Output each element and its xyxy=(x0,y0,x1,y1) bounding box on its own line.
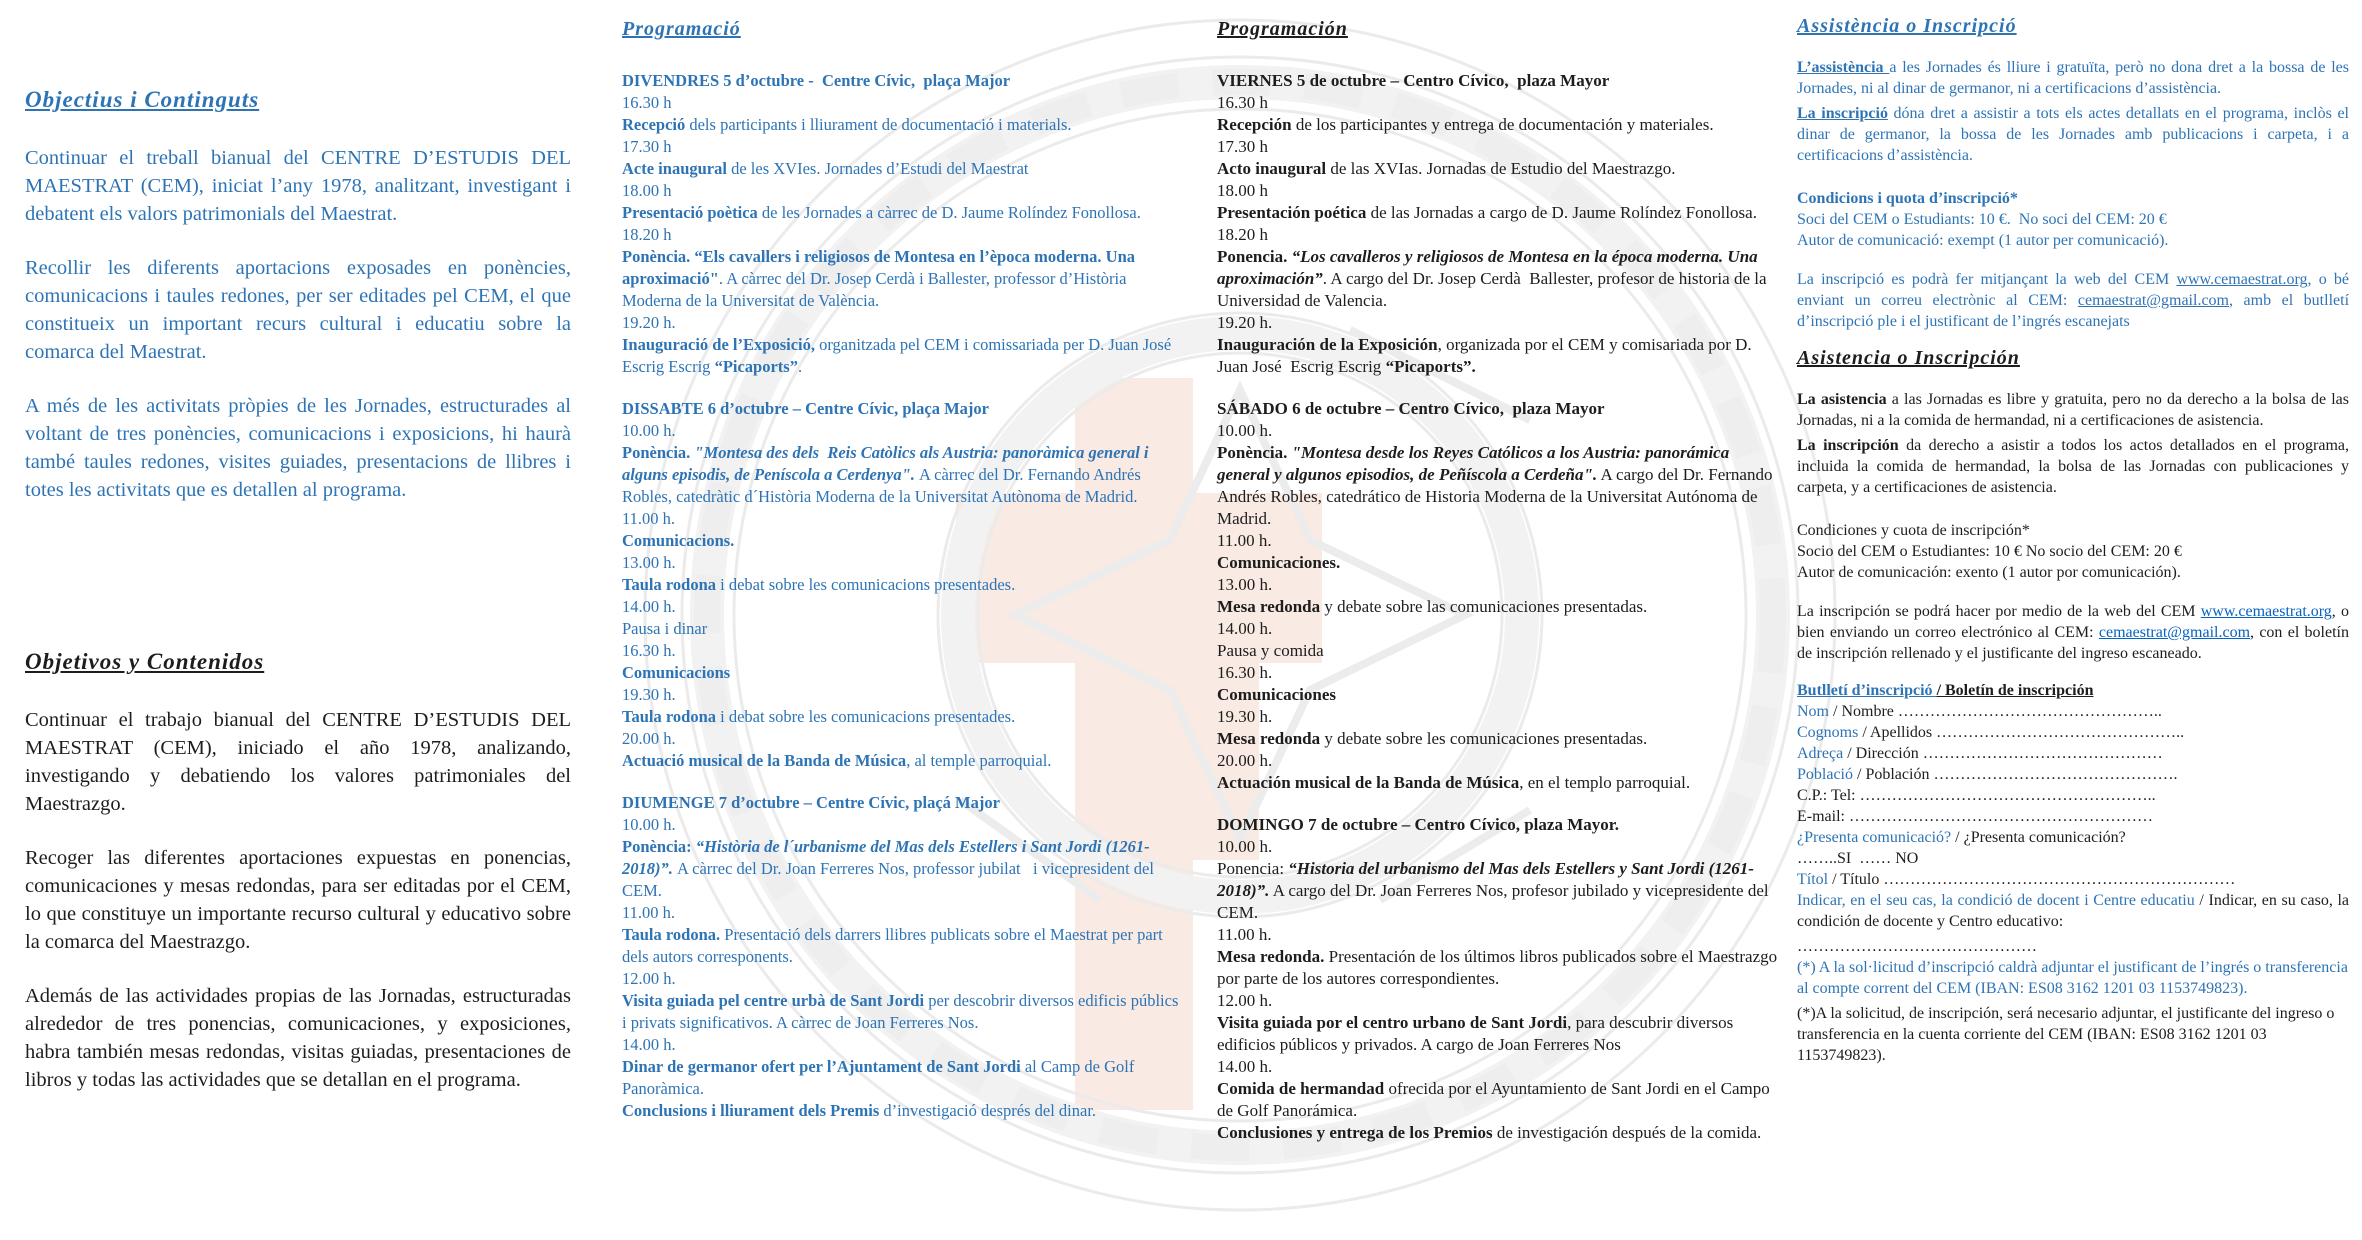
text-segment: 19.20 h. xyxy=(622,313,676,332)
paragraph xyxy=(25,392,571,504)
text-segment: Visita guiada pel centre urbà de Sant Jordi xyxy=(622,991,929,1010)
text-segment: 13.00 h. xyxy=(622,553,676,572)
text-segment: 11.00 h. xyxy=(1217,925,1272,944)
text-segment: SÁBADO 6 de octubre – Centro Cívico, plaza Mayor xyxy=(1217,399,1605,418)
text-segment: A cargo del Dr. Joan Ferreres Nos, profesor jubilado y vicepresidente del CEM. xyxy=(1217,881,1773,922)
section-heading: Objectius i Continguts xyxy=(25,87,260,112)
fees-heading xyxy=(1797,188,2349,209)
text-segment: 12.00 h. xyxy=(1217,991,1273,1010)
day-heading xyxy=(622,70,1182,92)
event xyxy=(622,334,1182,378)
text-segment: Recoger las diferentes aportaciones expuestas en ponencias, comunicaciones y mesas redondas, para ser editadas por el CEM, lo que constituye un importante recurso cultural y educativo sobre la comarca del Maestrazgo. xyxy=(25,847,571,953)
note xyxy=(1797,957,2349,999)
text-segment: Presentació dels darrers llibres publicats sobre el Maestrat per part dels autors corresponents. xyxy=(622,925,1167,966)
registration-para xyxy=(1797,435,2349,498)
text-segment: La inscripción xyxy=(1797,437,1899,454)
text-segment: La inscripció xyxy=(1797,105,1888,122)
text-segment: / Boletín de inscripción xyxy=(1936,682,2094,699)
text-segment: , o bien enviando un correo electrónico al CEM: xyxy=(1797,603,2350,641)
form-line xyxy=(1797,764,2349,785)
text-segment: 20.00 h. xyxy=(1217,751,1273,770)
time xyxy=(1217,706,1783,728)
spacer xyxy=(1797,170,2349,188)
paragraph xyxy=(25,254,571,366)
text-segment: , organizada por el CEM y comisariada por D. Juan José Escrig Escrig xyxy=(1217,335,1756,376)
text-segment: Presentación de los últimos libros publicados sobre el Maestrazgo por parte de los autores correspondientes. xyxy=(1217,947,1782,988)
text-segment: 18.00 h xyxy=(622,181,672,200)
time xyxy=(1217,530,1783,552)
text-segment: Actuació musical de la Banda de Música xyxy=(622,751,907,770)
event xyxy=(1217,858,1783,924)
time xyxy=(622,136,1182,158)
text-segment: 10.00 h. xyxy=(622,815,676,834)
text-segment: Adreça xyxy=(1797,745,1844,762)
text-segment: La inscripció es podrà fer mitjançant la web del CEM xyxy=(1797,271,2177,288)
event xyxy=(622,442,1182,508)
form-line xyxy=(1797,890,2349,932)
text-segment: Ponència. “Els cavallers i religiosos de Montesa en l’època moderna. Una aproximació" xyxy=(622,247,1140,288)
event xyxy=(622,706,1182,728)
fees xyxy=(1797,562,2349,583)
text-segment: Comida de hermandad xyxy=(1217,1079,1389,1098)
text-segment: Continuar el trabajo bianual del CENTRE D’ESTUDIS DEL MAESTRAT (CEM), iniciado el año 1978, analizando, investigando y debatiendo los valores patrimoniales del Maestrazgo. xyxy=(25,709,571,815)
text-segment: "Montesa des dels Reis Catòlics als Austria: panoràmica general i alguns episodis, de Peníscola a Cerdenya". xyxy=(622,443,1153,484)
time xyxy=(1217,662,1783,684)
text-segment: ……………………………………… xyxy=(1797,938,2037,955)
text-segment: Soci del CEM o Estudiants: 10 €. No soci del CEM: 20 € xyxy=(1797,211,2167,228)
text-segment: Socio del CEM o Estudiantes: 10 € No socio del CEM: 20 € xyxy=(1797,543,2182,560)
text-segment: Mesa redonda xyxy=(1217,597,1325,616)
text-segment: de los participantes y entrega de documentación y materiales. xyxy=(1295,115,1714,134)
section-heading: Asistencia o Inscripción xyxy=(1797,347,2020,369)
text-segment: E-mail: ………………………………………………… xyxy=(1797,808,2153,825)
text-segment: / Dirección ……………………………………… xyxy=(1843,745,2163,762)
text-segment: L’assistència xyxy=(1797,59,1890,76)
text-segment: Además de las actividades propias de las Jornadas, estructuradas alrededor de tres ponencias, comunicaciones, y exposiciones, habra también mesas redondas, visitas guiadas, presentaciones de libros y todas las actividades que se detallan en el programa. xyxy=(25,985,571,1091)
assistance-para xyxy=(1797,57,2349,99)
paragraph xyxy=(25,144,571,228)
day-heading xyxy=(622,398,1182,420)
event xyxy=(1217,114,1783,136)
text-segment: , para descubrir diversos edificios públicos y privados. A cargo de Joan Ferreres Nos xyxy=(1217,1013,1738,1054)
text-segment: 11.00 h. xyxy=(622,903,676,922)
text-segment: Comunicaciones. xyxy=(1217,553,1341,572)
time xyxy=(1217,836,1783,858)
text-segment: 14.00 h. xyxy=(622,597,676,616)
text-segment: Autor de comunicació: exempt (1 autor per comunicació). xyxy=(1797,232,2169,249)
section-heading: Objetivos y Contenidos xyxy=(25,649,265,674)
spacer xyxy=(622,772,1182,792)
event xyxy=(622,750,1182,772)
time xyxy=(622,814,1182,836)
event xyxy=(622,158,1182,180)
text-segment: de investigación después de la comida. xyxy=(1496,1123,1762,1142)
text-segment: Conclusions i lliurament dels Premis xyxy=(622,1101,884,1120)
text-segment: Butlletí d’inscripció xyxy=(1797,682,1937,699)
column-registration xyxy=(1797,0,2349,1070)
text-segment: Actuación musical de la Banda de Música xyxy=(1217,773,1520,792)
text-segment: Pausa i dinar xyxy=(622,619,708,638)
form-line xyxy=(1797,869,2349,890)
text-segment: al Camp de Golf Panoràmica. xyxy=(622,1057,1139,1098)
fees-heading xyxy=(1797,520,2349,541)
text-segment: 16.30 h. xyxy=(1217,663,1273,682)
text-segment: 11.00 h. xyxy=(622,509,676,528)
text-segment: Indicar, en el seu cas, la condició de docent i Centre educatiu xyxy=(1797,892,2195,909)
text-segment: per descobrir diversos edificis públics i privats significativos. A càrrec de Joan Ferreres Nos. xyxy=(622,991,1183,1032)
time xyxy=(1217,924,1783,946)
text-segment: 11.00 h. xyxy=(1217,531,1272,550)
event xyxy=(622,574,1182,596)
text-segment: Mesa redonda. xyxy=(1217,947,1329,966)
text-segment: Població xyxy=(1797,766,1853,783)
text-segment: 20.00 h. xyxy=(622,729,676,748)
time xyxy=(1217,1056,1783,1078)
email-link[interactable]: cemaestrat@gmail.com xyxy=(2098,624,2251,641)
time xyxy=(1217,312,1783,334)
text-segment: Ponencia: xyxy=(1217,859,1289,878)
registration-method-para xyxy=(1797,601,2349,664)
text-segment: 14.00 h. xyxy=(1217,619,1273,638)
note xyxy=(1797,1003,2349,1066)
text-segment: DIVENDRES 5 d’octubre - Centre Cívic, plaça Major xyxy=(622,71,1011,90)
form-title xyxy=(1797,680,2349,701)
spacer xyxy=(1797,583,2349,601)
paragraph xyxy=(25,844,571,956)
spacer xyxy=(1797,502,2349,520)
text-segment: 16.30 h xyxy=(1217,93,1268,112)
text-segment: Recepción xyxy=(1217,115,1296,134)
time xyxy=(622,180,1182,202)
time xyxy=(1217,574,1783,596)
time xyxy=(1217,990,1783,1012)
event xyxy=(1217,1012,1783,1056)
text-segment: 10.00 h. xyxy=(1217,837,1273,856)
text-segment: VIERNES 5 de octubre – Centro Cívico, plaza Mayor xyxy=(1217,71,1610,90)
section-heading: Programació xyxy=(622,18,741,40)
event xyxy=(622,662,1182,684)
text-segment: A càrrec del Dr. Joan Ferreres Nos, professor jubilat i vicepresident del CEM. xyxy=(622,859,1159,900)
text-segment: / Apellidos ……………………………………….. xyxy=(1858,724,2185,741)
event xyxy=(1217,640,1783,662)
text-segment: Autor de comunicación: exento (1 autor por comunicación). xyxy=(1797,564,2181,581)
spacer xyxy=(1217,794,1783,814)
text-segment: i debat sobre les comunicacions presentades. xyxy=(720,575,1016,594)
event xyxy=(1217,772,1783,794)
text-segment: da derecho a asistir a todos los actos detallados en el programa, incluida la comida de hermandad, la bolsa de las Jornadas con publicaciones y carpeta, y a certificaciones de asistencia. xyxy=(1797,437,2350,496)
column-program-spanish xyxy=(1217,0,1783,1144)
form-line xyxy=(1797,743,2349,764)
text-segment: Condicions i quota d’inscripció* xyxy=(1797,190,2018,207)
text-segment: Inauguración de la Exposición xyxy=(1217,335,1438,354)
event xyxy=(622,618,1182,640)
text-segment: (*)A la solicitud, de inscripción, será necesario adjuntar, el justificante del ingreso o transferencia en la cuenta corriente del CEM (IBAN: ES08 3162 1201 03 1153749823). xyxy=(1797,1005,2335,1064)
text-segment: Ponència. xyxy=(622,443,695,462)
time xyxy=(1217,180,1783,202)
event xyxy=(622,1100,1182,1122)
text-segment: C.P.: Tel: ……………………………………………….. xyxy=(1797,787,2156,804)
time xyxy=(622,552,1182,574)
text-segment: , amb el butlletí d’inscripció ple i el justificant de l’ingrés escanejats xyxy=(1797,292,2350,330)
text-segment: 19.30 h. xyxy=(622,685,676,704)
text-segment: A cargo del Dr. Fernando Andrés Robles, catedrático de Historia Moderna de la Universitat Autónoma de Madrid. xyxy=(1217,465,1776,528)
text-segment: 16.30 h. xyxy=(622,641,676,660)
text-segment: Nom xyxy=(1797,703,1829,720)
text-segment: , al temple parroquial. xyxy=(906,751,1052,770)
text-segment: 18.00 h xyxy=(1217,181,1268,200)
text-segment: de las XVIas. Jornadas de Estudio del Maestrazgo. xyxy=(1330,159,1676,178)
text-segment: organitzada pel CEM i comissariada per D. Juan José Escrig Escrig xyxy=(622,335,1180,376)
text-segment: La asistencia xyxy=(1797,391,1887,408)
event xyxy=(1217,728,1783,750)
email-link[interactable]: cemaestrat@gmail.com xyxy=(2077,292,2229,309)
text-segment: Dinar de germanor ofert per l’Ajuntament de Sant Jordi xyxy=(622,1057,1025,1076)
assistance-para xyxy=(1797,389,2349,431)
text-segment: 10.00 h. xyxy=(622,421,676,440)
text-segment: Títol xyxy=(1797,871,1829,888)
time xyxy=(622,92,1182,114)
text-segment: Mesa redonda xyxy=(1217,729,1325,748)
form-line xyxy=(1797,722,2349,743)
text-segment: “Història de l´urbanisme del Mas dels Estellers i Sant Jordi (1261-2018)”. xyxy=(622,837,1150,878)
text-segment: Visita guiada por el centro urbano de Sant Jordi xyxy=(1217,1013,1568,1032)
text-segment: ¿Presenta comunicació? xyxy=(1797,829,1952,846)
text-segment: Cognoms xyxy=(1797,724,1859,741)
fees xyxy=(1797,541,2349,562)
text-segment: de las Jornadas a cargo de D. Jaume Rolíndez Fonollosa. xyxy=(1370,203,1757,222)
text-segment: Taula rodona. xyxy=(622,925,725,944)
time xyxy=(622,968,1182,990)
event xyxy=(622,114,1182,136)
time xyxy=(1217,92,1783,114)
registration-method-para xyxy=(1797,269,2349,332)
spacer xyxy=(1217,378,1783,398)
text-segment: dels participants i lliurament de documentació i materials. xyxy=(689,115,1072,134)
paragraph xyxy=(25,706,571,818)
text-segment: 10.00 h. xyxy=(1217,421,1273,440)
paragraph xyxy=(25,982,571,1094)
text-segment: Taula rodona xyxy=(622,575,721,594)
time xyxy=(622,728,1182,750)
web-link[interactable]: www.cemaestrat.org xyxy=(2200,603,2332,620)
text-segment: “Picaports”. xyxy=(1385,357,1476,376)
fees xyxy=(1797,209,2349,230)
text-segment: 17.30 h xyxy=(622,137,672,156)
registration-para xyxy=(1797,103,2349,166)
event xyxy=(622,202,1182,224)
text-segment: Pausa y comida xyxy=(1217,641,1324,660)
text-segment: Ponència: xyxy=(622,837,696,856)
fees xyxy=(1797,230,2349,251)
text-segment: a les Jornades és lliure i gratuïta, però no dona dret a la bossa de les Jornades, ni al dinar de germanor, ni a certificacions d’assistència. xyxy=(1797,59,2350,97)
text-segment: Recepció xyxy=(622,115,690,134)
time xyxy=(1217,136,1783,158)
text-segment: / ¿Presenta comunicación? xyxy=(1951,829,2126,846)
time xyxy=(622,420,1182,442)
text-segment: i debat sobre les comunicacions presentades. xyxy=(720,707,1016,726)
event xyxy=(622,530,1182,552)
text-segment: 14.00 h. xyxy=(1217,1057,1273,1076)
text-segment: “Los cavalleros y religiosos de Montesa en la época moderna. Una aproximación” xyxy=(1217,247,1762,288)
event xyxy=(622,246,1182,312)
text-segment: , en el templo parroquial. xyxy=(1519,773,1691,792)
event xyxy=(622,836,1182,902)
column-program-catalan xyxy=(622,0,1182,1122)
text-segment: "Montesa desde los Reyes Católicos a los Austria: panorámica general y algunos episodios, de Peñíscola a Cerdeña". xyxy=(1217,443,1734,484)
text-segment: y debate sobre les comunicaciones presentadas. xyxy=(1324,729,1648,748)
text-segment: Ponència. xyxy=(1217,443,1292,462)
spacer xyxy=(1797,251,2349,269)
time xyxy=(622,224,1182,246)
text-segment: 19.30 h. xyxy=(1217,707,1273,726)
text-segment: DISSABTE 6 d’octubre – Centre Cívic, plaça Major xyxy=(622,399,989,418)
text-segment: Acte inaugural xyxy=(622,159,732,178)
time xyxy=(622,508,1182,530)
event xyxy=(1217,202,1783,224)
text-segment: / Título ………………………………………………………… xyxy=(1828,871,2236,888)
form-line xyxy=(1797,848,2349,869)
form-line xyxy=(1797,701,2349,722)
text-segment: A més de les activitats pròpies de les Jornades, estructurades al voltant de tres ponències, comunicacions i exposicions, hi haurà també taules redones, visites guiades, presentacions de llibres i totes les activitats que es detallen al programa. xyxy=(25,395,571,501)
text-segment: La inscripción se podrá hacer por medio de la web del CEM xyxy=(1797,603,2201,620)
text-segment: / Indicar, en su caso, la condición de docente y Centro educativo: xyxy=(1797,892,2350,930)
text-segment: DIUMENGE 7 d’octubre – Centre Cívic, plaçá Major xyxy=(622,793,1000,812)
form-line xyxy=(1797,827,2349,848)
text-segment: ofrecida por el Ayuntamiento de Sant Jordi en el Campo de Golf Panorámica. xyxy=(1217,1079,1775,1120)
text-segment: Comunicacions xyxy=(622,663,731,682)
text-segment: , con el boletín de inscripción rellenado y el justificante del ingreso escaneado. xyxy=(1797,624,2349,662)
text-segment: , o bé enviant un correu electrònic al CEM: xyxy=(1797,271,2349,309)
text-segment: Ponencia. xyxy=(1217,247,1292,266)
time xyxy=(622,1034,1182,1056)
text-segment: “Historia del urbanismo del Mas dels Estellers y Sant Jordi (1261-2018)”. xyxy=(1217,859,1754,900)
column-objectives xyxy=(25,0,571,1120)
event xyxy=(1217,596,1783,618)
text-segment: Presentació poètica xyxy=(622,203,762,222)
text-segment: A càrrec del Dr. Fernando Andrés Robles, catedràtic d´Història Moderna de la Universitat Autònoma de Madrid. xyxy=(622,465,1145,506)
spacer xyxy=(1797,668,2349,680)
text-segment: 14.00 h. xyxy=(622,1035,676,1054)
time xyxy=(1217,224,1783,246)
event xyxy=(622,990,1182,1034)
text-segment: ……..SI …… NO xyxy=(1797,850,1919,867)
text-segment: (*) A la sol·licitud d’inscripció caldrà adjuntar el justificant de l’ingrés o transferencia al compte corrent del CEM (IBAN: ES08 3162 1201 03 1153749823). xyxy=(1797,959,2348,997)
text-segment: a las Jornadas es libre y gratuita, pero no da derecho a la bolsa de las Jornadas, ni a la comida de hermandad, ni a certificaciones de asistencia. xyxy=(1797,391,2349,429)
text-segment: de les XVIes. Jornades d’Estudi del Maestrat xyxy=(731,159,1029,178)
event xyxy=(1217,552,1783,574)
time xyxy=(1217,420,1783,442)
text-segment: 18.20 h xyxy=(622,225,672,244)
event xyxy=(1217,158,1783,180)
day-heading xyxy=(1217,814,1783,836)
text-segment: 12.00 h. xyxy=(622,969,676,988)
time xyxy=(622,312,1182,334)
text-segment: Comunicaciones xyxy=(1217,685,1336,704)
text-segment: d’investigació després del dinar. xyxy=(883,1101,1097,1120)
event xyxy=(1217,1078,1783,1122)
day-heading xyxy=(622,792,1182,814)
text-segment: / Población ………………………………………. xyxy=(1853,766,2178,783)
text-segment: y debate sobre las comunicaciones presentadas. xyxy=(1324,597,1648,616)
form-line xyxy=(1797,936,2349,957)
form-line xyxy=(1797,785,2349,806)
time xyxy=(622,684,1182,706)
text-segment: “Picaports” xyxy=(714,357,798,376)
text-segment: Conclusiones y entrega de los Premios xyxy=(1217,1123,1497,1142)
event xyxy=(622,924,1182,968)
time xyxy=(1217,618,1783,640)
text-segment: Condiciones y cuota de inscripción* xyxy=(1797,522,2030,539)
text-segment: 18.20 h xyxy=(1217,225,1268,244)
text-segment: 17.30 h xyxy=(1217,137,1268,156)
time xyxy=(622,640,1182,662)
text-segment: Continuar el treball bianual del CENTRE D’ESTUDIS DEL MAESTRAT (CEM), iniciat l’any 1978, analitzant, investigant i debatent els valors patrimonials del Maestrat. xyxy=(25,147,571,225)
day-heading xyxy=(1217,70,1783,92)
form-line xyxy=(1797,806,2349,827)
event xyxy=(1217,442,1783,530)
event xyxy=(1217,246,1783,312)
event xyxy=(1217,684,1783,706)
text-segment: Recollir les diferents aportacions exposades en ponències, comunicacions i taules redones, per ser editades pel CEM, el que constitueix un important recurs cultural i educatiu sobre la comarca del Maestrat. xyxy=(25,257,571,363)
text-segment: . A cargo del Dr. Josep Cerdà Ballester, profesor de historia de la Universidad de Valencia. xyxy=(1217,269,1771,310)
event xyxy=(1217,946,1783,990)
event xyxy=(622,1056,1182,1100)
text-segment: Inauguració de l’Exposició, xyxy=(622,335,815,354)
text-segment: 16.30 h xyxy=(622,93,672,112)
web-link[interactable]: www.cemaestrat.org xyxy=(2176,271,2308,288)
event xyxy=(1217,334,1783,378)
text-segment: Taula rodona xyxy=(622,707,721,726)
text-segment: 19.20 h. xyxy=(1217,313,1273,332)
text-segment: Comunicacions. xyxy=(622,531,735,550)
day-heading xyxy=(1217,398,1783,420)
text-segment: Presentación poética xyxy=(1217,203,1371,222)
text-segment: 13.00 h. xyxy=(1217,575,1273,594)
text-segment: DOMINGO 7 de octubre – Centro Cívico, plaza Mayor. xyxy=(1217,815,1619,834)
text-segment: de les Jornades a càrrec de D. Jaume Rolíndez Fonollosa. xyxy=(761,203,1141,222)
text-segment: dóna dret a assistir a tots els actes detallats en el programa, inclòs el dinar de germanor, la bossa de les Jornades amb publicacions i carpeta, i a certificacions d’assistència. xyxy=(1797,105,2349,164)
time xyxy=(1217,750,1783,772)
text-segment: . xyxy=(797,357,803,376)
time xyxy=(622,902,1182,924)
text-segment: . A càrrec del Dr. Josep Cerdà i Ballester, professor d’Història Moderna de la Universitat de València. xyxy=(622,269,1131,310)
section-heading: Programación xyxy=(1217,18,1348,40)
event xyxy=(1217,1122,1783,1144)
time xyxy=(622,596,1182,618)
spacer xyxy=(622,378,1182,398)
section-heading: Assistència o Inscripció xyxy=(1797,15,2017,37)
spacer xyxy=(25,530,571,648)
text-segment: / Nombre ………………………………………….. xyxy=(1829,703,2162,720)
text-segment: Acto inaugural xyxy=(1217,159,1331,178)
